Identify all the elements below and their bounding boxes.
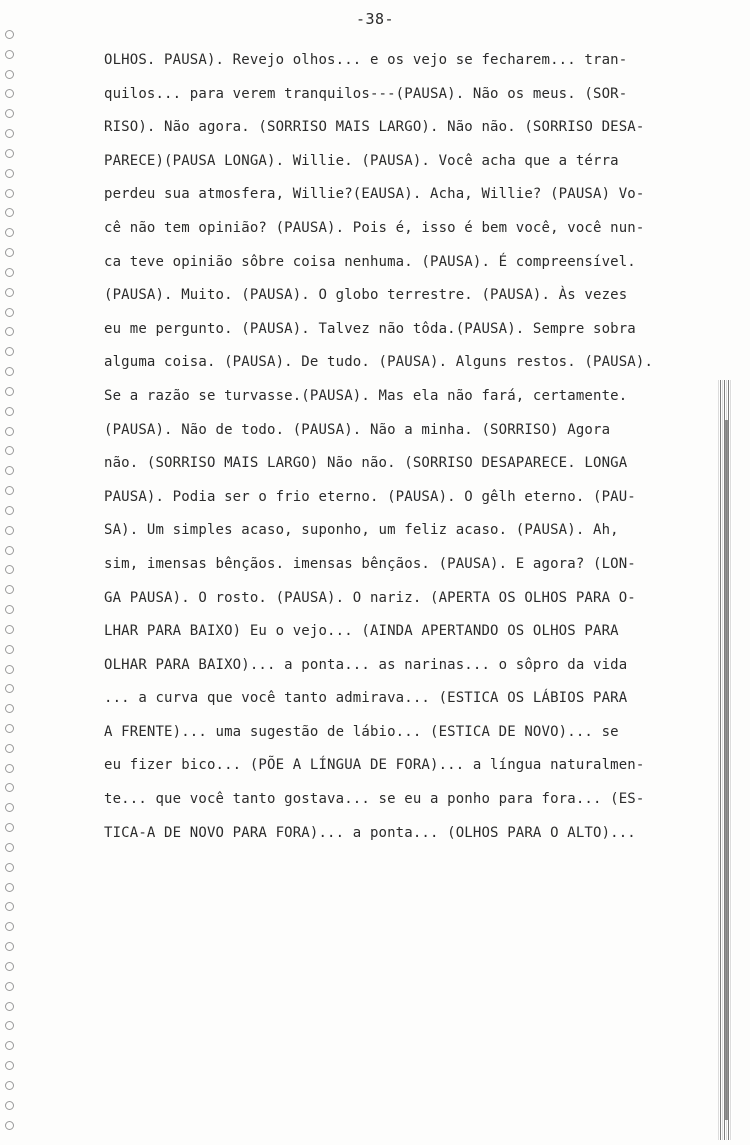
- text-line: GA PAUSA). O rosto. (PAUSA). O nariz. (APERTA OS OLHOS PARA O-: [104, 589, 636, 606]
- binding-ring: [5, 486, 14, 495]
- text-line: (PAUSA). Muito. (PAUSA). O globo terrestre. (PAUSA). Às vezes: [104, 287, 628, 304]
- text-line: perdeu sua atmosfera, Willie?(EAUSA). Acha, Willie? (PAUSA) Vo-: [104, 186, 645, 203]
- binding-ring: [5, 268, 14, 277]
- binding-ring: [5, 803, 14, 812]
- binding-ring: [5, 764, 14, 773]
- binding-ring: [5, 744, 14, 753]
- binding-ring: [5, 883, 14, 892]
- text-line: RISO). Não agora. (SORRISO MAIS LARGO). Não não. (SORRISO DESA-: [104, 119, 645, 136]
- text-line: Se a razão se turvasse.(PAUSA). Mas ela não fará, certamente.: [104, 387, 628, 404]
- text-line: te... que você tanto gostava... se eu a ponho para fora... (ES-: [104, 791, 645, 808]
- binding-ring: [5, 962, 14, 971]
- binding-ring: [5, 645, 14, 654]
- binding-ring: [5, 863, 14, 872]
- binding-ring: [5, 427, 14, 436]
- binding-ring: [5, 50, 14, 59]
- text-line: ... a curva que você tanto admirava... (ESTICA OS LÁBIOS PARA: [104, 690, 628, 707]
- text-line: quilos... para verem tranquilos---(PAUSA). Não os meus. (SOR-: [104, 85, 628, 102]
- spiral-binding: [2, 30, 16, 1130]
- binding-ring: [5, 1002, 14, 1011]
- binding-ring: [5, 228, 14, 237]
- binding-ring: [5, 565, 14, 574]
- binding-ring: [5, 1121, 14, 1130]
- binding-ring: [5, 1021, 14, 1030]
- text-line: sim, imensas bênçãos. imensas bênçãos. (PAUSA). E agora? (LON-: [104, 555, 636, 572]
- binding-ring: [5, 208, 14, 217]
- binding-ring: [5, 1101, 14, 1110]
- text-line: PARECE)(PAUSA LONGA). Willie. (PAUSA). Você acha que a térra: [104, 152, 619, 169]
- page-number: -38-: [355, 10, 395, 28]
- text-line: ca teve opinião sôbre coisa nenhuma. (PAUSA). É compreensível.: [104, 253, 636, 270]
- binding-ring: [5, 367, 14, 376]
- binding-ring: [5, 526, 14, 535]
- binding-ring: [5, 1061, 14, 1070]
- binding-ring: [5, 684, 14, 693]
- binding-ring: [5, 407, 14, 416]
- binding-ring: [5, 347, 14, 356]
- binding-ring: [5, 546, 14, 555]
- binding-ring: [5, 288, 14, 297]
- binding-ring: [5, 982, 14, 991]
- text-line: TICA-A DE NOVO PARA FORA)... a ponta... (OLHOS PARA O ALTO)...: [104, 824, 636, 841]
- page-edge-line: [725, 420, 728, 1120]
- text-line: eu fizer bico... (PÕE A LÍNGUA DE FORA)... a língua naturalmen-: [104, 757, 645, 774]
- text-line: LHAR PARA BAIXO) Eu o vejo... (AINDA APERTANDO OS OLHOS PARA: [104, 623, 619, 640]
- binding-ring: [5, 109, 14, 118]
- binding-ring: [5, 704, 14, 713]
- binding-ring: [5, 1041, 14, 1050]
- text-line: PAUSA). Podia ser o frio eterno. (PAUSA). O gêlh eterno. (PAU-: [104, 488, 636, 505]
- text-line: OLHAR PARA BAIXO)... a ponta... as narinas... o sôpro da vida: [104, 656, 628, 673]
- binding-ring: [5, 843, 14, 852]
- binding-ring: [5, 783, 14, 792]
- binding-ring: [5, 466, 14, 475]
- text-line: (PAUSA). Não de todo. (PAUSA). Não a minha. (SORRISO) Agora: [104, 421, 611, 438]
- binding-ring: [5, 169, 14, 178]
- binding-ring: [5, 506, 14, 515]
- binding-ring: [5, 823, 14, 832]
- binding-ring: [5, 902, 14, 911]
- text-line: A FRENTE)... uma sugestão de lábio... (ESTICA DE NOVO)... se: [104, 723, 619, 740]
- script-text-block: [104, 50, 704, 856]
- text-line: alguma coisa. (PAUSA). De tudo. (PAUSA). Alguns restos. (PAUSA).: [104, 354, 654, 371]
- binding-ring: [5, 149, 14, 158]
- binding-ring: [5, 605, 14, 614]
- binding-ring: [5, 665, 14, 674]
- text-line: cê não tem opinião? (PAUSA). Pois é, isso é bem você, você nun-: [104, 219, 645, 236]
- binding-ring: [5, 387, 14, 396]
- binding-ring: [5, 327, 14, 336]
- text-line: OLHOS. PAUSA). Revejo olhos... e os vejo se fecharem... tran-: [104, 52, 628, 68]
- binding-ring: [5, 30, 14, 39]
- binding-ring: [5, 942, 14, 951]
- binding-ring: [5, 1081, 14, 1090]
- binding-ring: [5, 89, 14, 98]
- binding-ring: [5, 922, 14, 931]
- binding-ring: [5, 308, 14, 317]
- text-line: não. (SORRISO MAIS LARGO) Não não. (SORRISO DESAPARECE. LONGA: [104, 455, 628, 472]
- text-line: eu me pergunto. (PAUSA). Talvez não tôda.(PAUSA). Sempre sobra: [104, 320, 636, 337]
- binding-ring: [5, 585, 14, 594]
- binding-ring: [5, 70, 14, 79]
- text-line: SA). Um simples acaso, suponho, um feliz acaso. (PAUSA). Ah,: [104, 522, 619, 539]
- binding-ring: [5, 625, 14, 634]
- binding-ring: [5, 724, 14, 733]
- binding-ring: [5, 129, 14, 138]
- binding-ring: [5, 248, 14, 257]
- binding-ring: [5, 189, 14, 198]
- binding-ring: [5, 446, 14, 455]
